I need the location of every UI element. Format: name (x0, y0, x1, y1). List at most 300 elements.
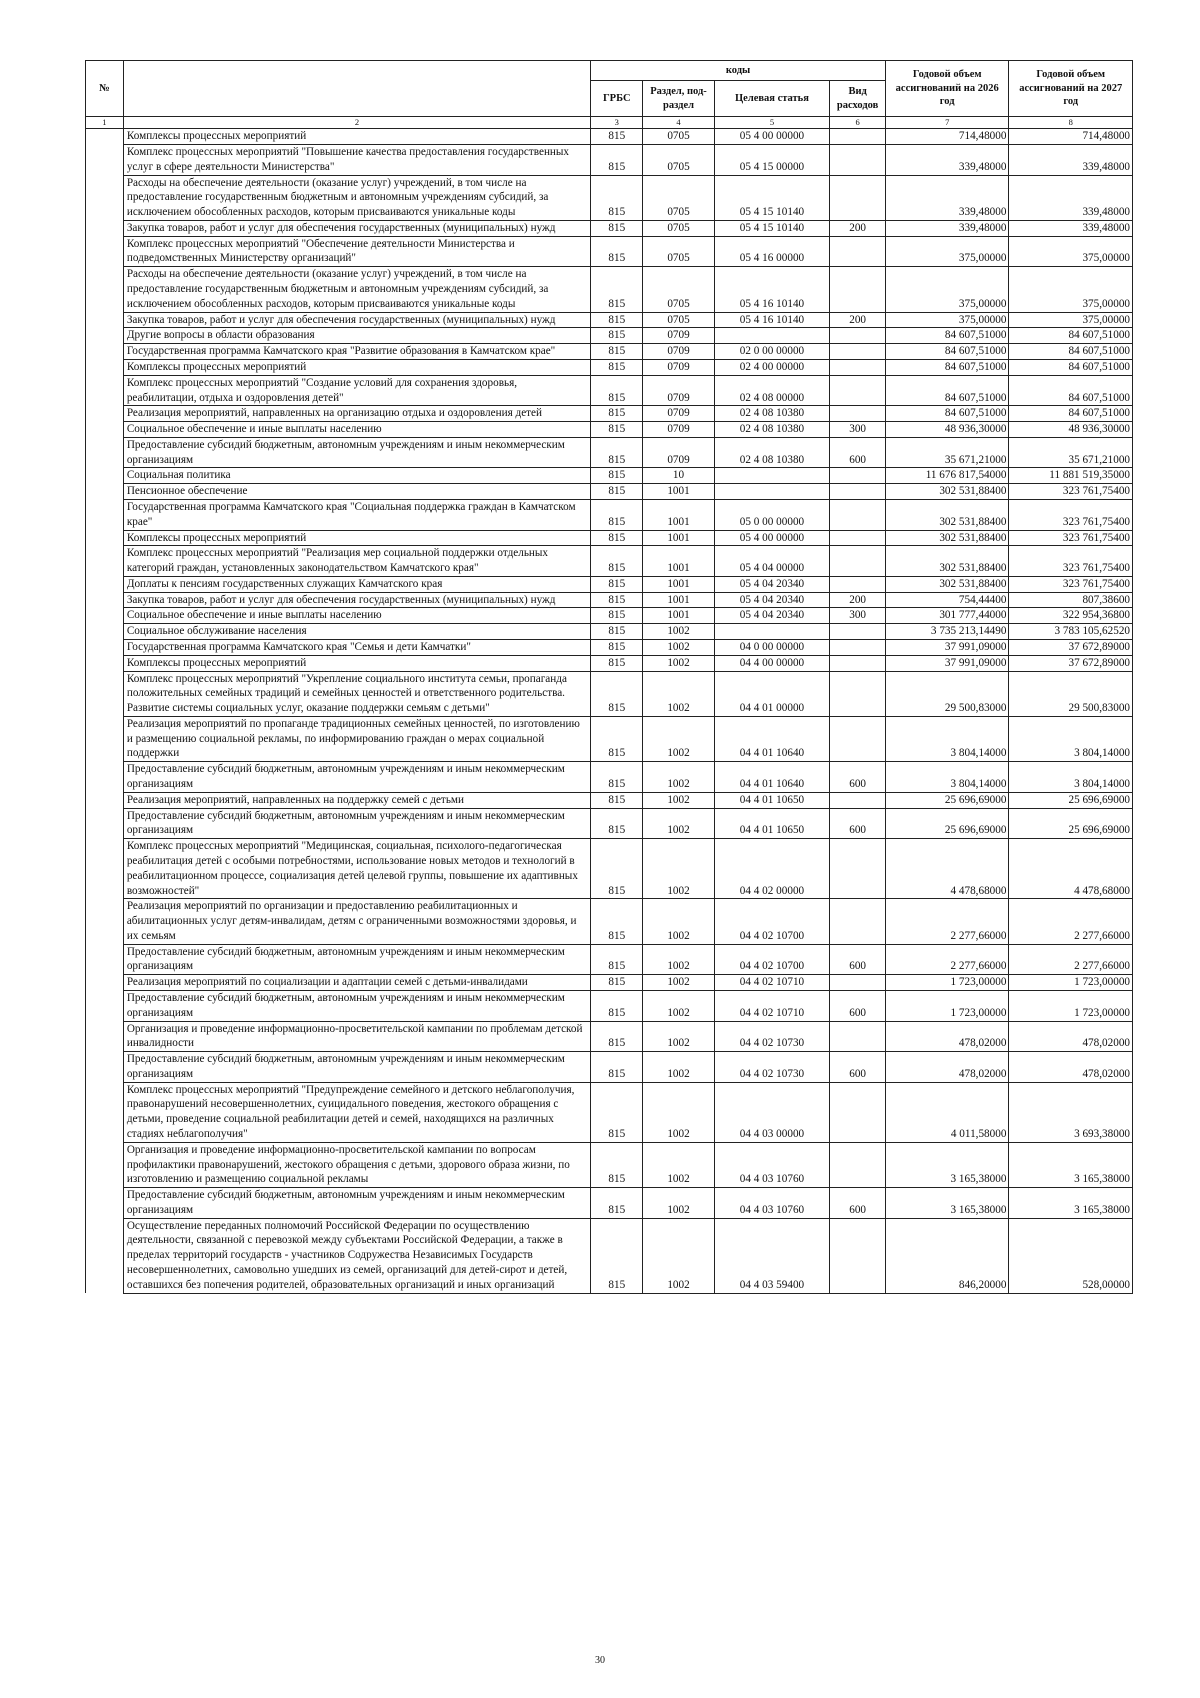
row-amount-2026: 29 500,83000 (885, 671, 1009, 716)
row-razdel: 1002 (643, 640, 714, 656)
row-amount-2027: 11 881 519,35000 (1009, 468, 1133, 484)
row-amount-2027: 323 761,75400 (1009, 499, 1133, 530)
row-number-cell (86, 375, 124, 406)
row-target-article: 04 4 02 10730 (714, 1052, 830, 1083)
row-number-cell (86, 608, 124, 624)
row-razdel: 1002 (643, 990, 714, 1021)
row-number-cell (86, 437, 124, 468)
row-target-article: 04 4 02 10700 (714, 899, 830, 944)
table-row (86, 468, 1133, 484)
row-number-cell (86, 808, 124, 839)
row-amount-2026: 714,48000 (885, 129, 1009, 145)
row-razdel: 1001 (643, 576, 714, 592)
row-razdel: 0709 (643, 328, 714, 344)
row-grbs: 815 (591, 499, 643, 530)
row-razdel: 0705 (643, 145, 714, 176)
row-expense-type (830, 576, 886, 592)
row-amount-2027: 84 607,51000 (1009, 359, 1133, 375)
row-name: Предоставление субсидий бюджетным, автономным учреждениям и иным некоммерческим организациям (123, 437, 590, 468)
row-amount-2027: 1 723,00000 (1009, 990, 1133, 1021)
row-name: Закупка товаров, работ и услуг для обеспечения государственных (муниципальных) нужд (123, 592, 590, 608)
row-expense-type (830, 375, 886, 406)
row-name: Социальное обеспечение и иные выплаты населению (123, 422, 590, 438)
row-number-cell (86, 145, 124, 176)
row-amount-2027: 323 761,75400 (1009, 484, 1133, 500)
row-target-article: 05 4 04 20340 (714, 576, 830, 592)
row-amount-2026: 3 804,14000 (885, 762, 1009, 793)
table-row (86, 899, 1133, 944)
row-target-article: 05 4 15 10140 (714, 175, 830, 220)
row-amount-2026: 84 607,51000 (885, 344, 1009, 360)
row-target-article: 02 4 08 00000 (714, 375, 830, 406)
row-target-article: 05 4 15 00000 (714, 145, 830, 176)
row-expense-type: 600 (830, 808, 886, 839)
row-grbs: 815 (591, 671, 643, 716)
row-expense-type: 600 (830, 944, 886, 975)
table-row (86, 608, 1133, 624)
row-expense-type (830, 406, 886, 422)
row-amount-2027: 322 954,36800 (1009, 608, 1133, 624)
row-expense-type (830, 655, 886, 671)
table-row (86, 267, 1133, 312)
row-name: Организация и проведение информационно-просветительской кампании по вопросам профилактики правонарушений, жестокого обращения с детьми, здорового образа жизни, по изготовлению и размещению социальной рекламы (123, 1142, 590, 1187)
col-stat-header: Целевая статья (714, 81, 830, 117)
row-razdel: 0709 (643, 437, 714, 468)
row-target-article: 04 4 00 00000 (714, 655, 830, 671)
row-target-article: 04 4 02 10710 (714, 990, 830, 1021)
table-row (86, 1142, 1133, 1187)
row-grbs: 815 (591, 975, 643, 991)
row-expense-type: 300 (830, 422, 886, 438)
row-amount-2026: 35 671,21000 (885, 437, 1009, 468)
row-grbs: 815 (591, 546, 643, 577)
row-expense-type (830, 640, 886, 656)
row-expense-type: 300 (830, 608, 886, 624)
row-grbs: 815 (591, 468, 643, 484)
row-amount-2026: 478,02000 (885, 1052, 1009, 1083)
row-razdel: 0709 (643, 344, 714, 360)
row-amount-2026: 48 936,30000 (885, 422, 1009, 438)
row-expense-type (830, 1218, 886, 1293)
row-number-cell (86, 1052, 124, 1083)
row-number-cell (86, 576, 124, 592)
col-index: 3 (591, 117, 643, 129)
table-row (86, 640, 1133, 656)
row-number-cell (86, 236, 124, 267)
row-razdel: 1001 (643, 530, 714, 546)
row-number-cell (86, 839, 124, 899)
row-grbs: 815 (591, 990, 643, 1021)
row-expense-type (830, 175, 886, 220)
row-target-article: 04 4 01 00000 (714, 671, 830, 716)
row-number-cell (86, 592, 124, 608)
row-name: Расходы на обеспечение деятельности (оказание услуг) учреждений, в том числе на предоставление государственным бюджетным и автономным учреждениям субсидий, за исключением обособленных расходов, которым присваиваются уникальные коды (123, 175, 590, 220)
row-expense-type (830, 328, 886, 344)
row-razdel: 1002 (643, 762, 714, 793)
row-expense-type (830, 484, 886, 500)
row-name: Организация и проведение информационно-просветительской кампании по проблемам детской инвалидности (123, 1021, 590, 1052)
row-razdel: 0705 (643, 267, 714, 312)
row-name: Реализация мероприятий по организации и предоставлению реабилитационных и абилитационных услуг детям-инвалидам, детям с ограниченными возможностями здоровья, и их семьям (123, 899, 590, 944)
row-amount-2027: 323 761,75400 (1009, 546, 1133, 577)
row-number-cell (86, 546, 124, 577)
table-row (86, 129, 1133, 145)
table-row (86, 1188, 1133, 1219)
row-grbs: 815 (591, 1218, 643, 1293)
row-amount-2027: 375,00000 (1009, 236, 1133, 267)
row-number-cell (86, 1188, 124, 1219)
row-number-cell (86, 267, 124, 312)
row-amount-2027: 339,48000 (1009, 175, 1133, 220)
row-name: Социальная политика (123, 468, 590, 484)
col-grbs-header: ГРБС (591, 81, 643, 117)
row-number-cell (86, 762, 124, 793)
row-amount-2027: 478,02000 (1009, 1052, 1133, 1083)
row-number-cell (86, 1082, 124, 1142)
row-target-article: 02 4 00 00000 (714, 359, 830, 375)
row-number-cell (86, 716, 124, 761)
row-target-article: 04 4 01 10640 (714, 716, 830, 761)
row-grbs: 815 (591, 328, 643, 344)
row-name: Комплексы процессных мероприятий (123, 655, 590, 671)
page-number: 30 (595, 1655, 605, 1666)
row-name: Комплекс процессных мероприятий "Медицинская, социальная, психолого-педагогическая реабилитация детей с особыми потребностями, использование новых методов и технологий в реабилитационном процессе, социализация детей целевой группы, повышение их адаптивных возможностей" (123, 839, 590, 899)
table-row (86, 716, 1133, 761)
row-amount-2026: 1 723,00000 (885, 990, 1009, 1021)
row-amount-2027: 4 478,68000 (1009, 839, 1133, 899)
row-amount-2026: 25 696,69000 (885, 792, 1009, 808)
row-number-cell (86, 671, 124, 716)
row-name: Закупка товаров, работ и услуг для обеспечения государственных (муниципальных) нужд (123, 312, 590, 328)
row-grbs: 815 (591, 1021, 643, 1052)
table-row (86, 344, 1133, 360)
row-razdel: 1002 (643, 808, 714, 839)
row-amount-2026: 375,00000 (885, 236, 1009, 267)
row-razdel: 1002 (643, 899, 714, 944)
row-amount-2027: 35 671,21000 (1009, 437, 1133, 468)
row-number-cell (86, 990, 124, 1021)
col-index: 4 (643, 117, 714, 129)
row-amount-2026: 302 531,88400 (885, 546, 1009, 577)
row-grbs: 815 (591, 716, 643, 761)
row-razdel: 1002 (643, 792, 714, 808)
row-number-cell (86, 1021, 124, 1052)
row-expense-type (830, 359, 886, 375)
row-amount-2026: 301 777,44000 (885, 608, 1009, 624)
row-grbs: 815 (591, 899, 643, 944)
row-target-article (714, 328, 830, 344)
table-row (86, 944, 1133, 975)
row-razdel: 0709 (643, 375, 714, 406)
row-amount-2027: 3 693,38000 (1009, 1082, 1133, 1142)
row-grbs: 815 (591, 808, 643, 839)
table-row (86, 422, 1133, 438)
row-amount-2027: 807,38600 (1009, 592, 1133, 608)
row-number-cell (86, 468, 124, 484)
row-amount-2026: 37 991,09000 (885, 655, 1009, 671)
row-grbs: 815 (591, 375, 643, 406)
row-amount-2026: 302 531,88400 (885, 484, 1009, 500)
row-expense-type (830, 671, 886, 716)
row-name: Доплаты к пенсиям государственных служащих Камчатского края (123, 576, 590, 592)
col-index: 6 (830, 117, 886, 129)
table-body (86, 129, 1133, 1293)
row-number-cell (86, 530, 124, 546)
row-expense-type (830, 1142, 886, 1187)
row-amount-2026: 84 607,51000 (885, 359, 1009, 375)
row-target-article: 04 4 02 00000 (714, 839, 830, 899)
row-number-cell (86, 344, 124, 360)
row-amount-2027: 25 696,69000 (1009, 808, 1133, 839)
row-amount-2027: 48 936,30000 (1009, 422, 1133, 438)
row-amount-2026: 3 165,38000 (885, 1142, 1009, 1187)
row-name: Государственная программа Камчатского края "Развитие образования в Камчатском крае" (123, 344, 590, 360)
row-target-article: 04 4 03 59400 (714, 1218, 830, 1293)
row-razdel: 1002 (643, 1188, 714, 1219)
row-grbs: 815 (591, 312, 643, 328)
table-row (86, 145, 1133, 176)
row-amount-2027: 714,48000 (1009, 129, 1133, 145)
table-row (86, 220, 1133, 236)
row-name: Осуществление переданных полномочий Российской Федерации по осуществлению деятельности, связанной с перевозкой между субъектами Российской Федерации, а также в пределах территорий государств - участников Содружества Независимых Государств несовершеннолетних, самовольно ушедших из семей, организаций для детей-сирот и детей, оставшихся без попечения родителей, образовательных организаций и иных организаций (123, 1218, 590, 1293)
row-amount-2027: 528,00000 (1009, 1218, 1133, 1293)
row-amount-2027: 84 607,51000 (1009, 406, 1133, 422)
row-razdel: 0709 (643, 422, 714, 438)
row-expense-type (830, 975, 886, 991)
row-name: Государственная программа Камчатского края "Семья и дети Камчатки" (123, 640, 590, 656)
table-row (86, 406, 1133, 422)
row-name: Предоставление субсидий бюджетным, автономным учреждениям и иным некоммерческим организациям (123, 1188, 590, 1219)
codes-header: коды (591, 61, 886, 81)
table-row (86, 312, 1133, 328)
row-amount-2026: 339,48000 (885, 175, 1009, 220)
table-row (86, 530, 1133, 546)
row-name: Закупка товаров, работ и услуг для обеспечения государственных (муниципальных) нужд (123, 220, 590, 236)
row-razdel: 1002 (643, 716, 714, 761)
row-amount-2026: 84 607,51000 (885, 328, 1009, 344)
row-grbs: 815 (591, 129, 643, 145)
row-name: Государственная программа Камчатского края "Социальная поддержка граждан в Камчатском крае" (123, 499, 590, 530)
col-index: 8 (1009, 117, 1133, 129)
row-expense-type (830, 236, 886, 267)
row-amount-2026: 339,48000 (885, 220, 1009, 236)
row-number-cell (86, 944, 124, 975)
row-target-article: 05 4 04 20340 (714, 608, 830, 624)
row-razdel: 0709 (643, 406, 714, 422)
table-row (86, 484, 1133, 500)
row-grbs: 815 (591, 437, 643, 468)
row-name: Комплексы процессных мероприятий (123, 530, 590, 546)
row-target-article: 02 4 08 10380 (714, 437, 830, 468)
row-expense-type (830, 530, 886, 546)
row-target-article: 02 0 00 00000 (714, 344, 830, 360)
row-target-article: 04 4 02 10700 (714, 944, 830, 975)
row-name: Реализация мероприятий по пропаганде традиционных семейных ценностей, по изготовлению и размещению социальной рекламы, по информированию граждан о мерах социальной поддержки (123, 716, 590, 761)
row-amount-2027: 339,48000 (1009, 220, 1133, 236)
row-razdel: 0709 (643, 359, 714, 375)
row-amount-2026: 3 804,14000 (885, 716, 1009, 761)
row-name: Реализация мероприятий по социализации и адаптации семей с детьми-инвалидами (123, 975, 590, 991)
col-index: 1 (86, 117, 124, 129)
row-amount-2027: 2 277,66000 (1009, 899, 1133, 944)
row-amount-2026: 375,00000 (885, 312, 1009, 328)
row-razdel: 1002 (643, 1021, 714, 1052)
row-razdel: 1001 (643, 484, 714, 500)
row-amount-2027: 3 165,38000 (1009, 1142, 1133, 1187)
row-razdel: 1001 (643, 546, 714, 577)
row-razdel: 10 (643, 468, 714, 484)
row-amount-2026: 478,02000 (885, 1021, 1009, 1052)
row-grbs: 815 (591, 175, 643, 220)
row-grbs: 815 (591, 792, 643, 808)
row-name: Комплексы процессных мероприятий (123, 129, 590, 145)
row-target-article: 04 4 03 10760 (714, 1142, 830, 1187)
table-row (86, 990, 1133, 1021)
row-amount-2026: 25 696,69000 (885, 808, 1009, 839)
row-name: Социальное обеспечение и иные выплаты населению (123, 608, 590, 624)
row-razdel: 1001 (643, 592, 714, 608)
row-grbs: 815 (591, 655, 643, 671)
row-number-cell (86, 312, 124, 328)
row-name: Реализация мероприятий, направленных на организацию отдыха и оздоровления детей (123, 406, 590, 422)
row-grbs: 815 (591, 359, 643, 375)
table-row (86, 624, 1133, 640)
row-amount-2027: 2 277,66000 (1009, 944, 1133, 975)
table-row (86, 1021, 1133, 1052)
row-name: Комплекс процессных мероприятий "Создание условий для сохранения здоровья, реабилитации, отдыха и оздоровления детей" (123, 375, 590, 406)
row-grbs: 815 (591, 944, 643, 975)
row-number-cell (86, 484, 124, 500)
row-target-article: 02 4 08 10380 (714, 422, 830, 438)
row-expense-type (830, 145, 886, 176)
row-name: Предоставление субсидий бюджетным, автономным учреждениям и иным некоммерческим организациям (123, 1052, 590, 1083)
row-number-cell (86, 655, 124, 671)
row-amount-2027: 375,00000 (1009, 312, 1133, 328)
row-amount-2027: 25 696,69000 (1009, 792, 1133, 808)
row-target-article: 05 4 16 10140 (714, 267, 830, 312)
row-amount-2027: 84 607,51000 (1009, 375, 1133, 406)
row-expense-type: 200 (830, 592, 886, 608)
row-amount-2027: 339,48000 (1009, 145, 1133, 176)
col-vid-header: Вид расходов (830, 81, 886, 117)
row-name: Социальное обслуживание населения (123, 624, 590, 640)
row-target-article (714, 624, 830, 640)
table-row (86, 792, 1133, 808)
table-row (86, 375, 1133, 406)
row-razdel: 1002 (643, 975, 714, 991)
row-amount-2026: 846,20000 (885, 1218, 1009, 1293)
row-expense-type: 600 (830, 1052, 886, 1083)
row-grbs: 815 (591, 1052, 643, 1083)
row-amount-2026: 4 478,68000 (885, 839, 1009, 899)
row-target-article: 04 4 01 10640 (714, 762, 830, 793)
row-amount-2026: 3 165,38000 (885, 1188, 1009, 1219)
row-expense-type (830, 624, 886, 640)
row-amount-2026: 754,44400 (885, 592, 1009, 608)
row-amount-2027: 37 672,89000 (1009, 655, 1133, 671)
row-target-article: 05 0 00 00000 (714, 499, 830, 530)
row-grbs: 815 (591, 145, 643, 176)
row-name: Расходы на обеспечение деятельности (оказание услуг) учреждений, в том числе на предоставление государственным бюджетным и автономным учреждениям субсидий, за исключением обособленных расходов, которым присваиваются уникальные коды (123, 267, 590, 312)
table-row (86, 546, 1133, 577)
row-number-cell (86, 975, 124, 991)
row-amount-2026: 84 607,51000 (885, 406, 1009, 422)
col-razdel-header: Раздел, под-раздел (643, 81, 714, 117)
row-expense-type (830, 839, 886, 899)
row-name: Предоставление субсидий бюджетным, автономным учреждениям и иным некоммерческим организациям (123, 990, 590, 1021)
row-name: Комплекс процессных мероприятий "Предупреждение семейного и детского неблагополучия, правонарушений несовершеннолетних, суицидального поведения, жестокого обращения с детьми, проведение социальной реабилитации детей и семей, находящихся на различных стадиях неблагополучия" (123, 1082, 590, 1142)
row-amount-2027: 323 761,75400 (1009, 530, 1133, 546)
row-target-article: 05 4 04 20340 (714, 592, 830, 608)
row-expense-type: 600 (830, 437, 886, 468)
row-grbs: 815 (591, 1082, 643, 1142)
row-grbs: 815 (591, 762, 643, 793)
row-expense-type: 600 (830, 1188, 886, 1219)
row-grbs: 815 (591, 530, 643, 546)
table-row (86, 359, 1133, 375)
row-target-article: 02 4 08 10380 (714, 406, 830, 422)
row-number-cell (86, 220, 124, 236)
row-expense-type: 600 (830, 990, 886, 1021)
row-amount-2026: 1 723,00000 (885, 975, 1009, 991)
row-number-cell (86, 1218, 124, 1293)
row-amount-2027: 37 672,89000 (1009, 640, 1133, 656)
row-amount-2026: 37 991,09000 (885, 640, 1009, 656)
table-row (86, 839, 1133, 899)
row-number-cell (86, 792, 124, 808)
table-row (86, 328, 1133, 344)
row-amount-2026: 11 676 817,54000 (885, 468, 1009, 484)
row-grbs: 815 (591, 220, 643, 236)
row-grbs: 815 (591, 267, 643, 312)
row-expense-type (830, 716, 886, 761)
row-number-cell (86, 899, 124, 944)
row-target-article: 04 4 03 00000 (714, 1082, 830, 1142)
col-index: 7 (885, 117, 1009, 129)
row-name: Пенсионное обеспечение (123, 484, 590, 500)
row-razdel: 1002 (643, 624, 714, 640)
table-row (86, 499, 1133, 530)
row-name: Предоставление субсидий бюджетным, автономным учреждениям и иным некоммерческим организациям (123, 808, 590, 839)
row-grbs: 815 (591, 1142, 643, 1187)
row-target-article: 05 4 04 00000 (714, 546, 830, 577)
row-target-article: 04 4 03 10760 (714, 1188, 830, 1219)
table-row (86, 437, 1133, 468)
row-razdel: 1002 (643, 1052, 714, 1083)
row-target-article (714, 484, 830, 500)
row-amount-2027: 84 607,51000 (1009, 328, 1133, 344)
row-expense-type: 200 (830, 312, 886, 328)
table-row (86, 1082, 1133, 1142)
row-name: Предоставление субсидий бюджетным, автономным учреждениям и иным некоммерческим организациям (123, 762, 590, 793)
row-amount-2027: 1 723,00000 (1009, 975, 1133, 991)
row-target-article: 04 4 02 10730 (714, 1021, 830, 1052)
table-row (86, 1052, 1133, 1083)
row-grbs: 815 (591, 640, 643, 656)
row-razdel: 1002 (643, 1218, 714, 1293)
row-amount-2027: 3 783 105,62520 (1009, 624, 1133, 640)
row-amount-2026: 339,48000 (885, 145, 1009, 176)
row-amount-2027: 3 804,14000 (1009, 762, 1133, 793)
row-name: Комплекс процессных мероприятий "Укрепление социального института семьи, пропаганда положительных семейных традиций и семейных ценностей и ответственного родительства. Развитие системы социальных услуг, оказание поддержки семьям с детьми" (123, 671, 590, 716)
col-name-header (123, 61, 590, 117)
table-row (86, 236, 1133, 267)
col-2027-header: Годовой объем ассигнований на 2027 год (1009, 61, 1133, 117)
row-target-article: 05 4 00 00000 (714, 129, 830, 145)
budget-table (85, 60, 1133, 1294)
row-number-cell (86, 175, 124, 220)
row-expense-type (830, 546, 886, 577)
